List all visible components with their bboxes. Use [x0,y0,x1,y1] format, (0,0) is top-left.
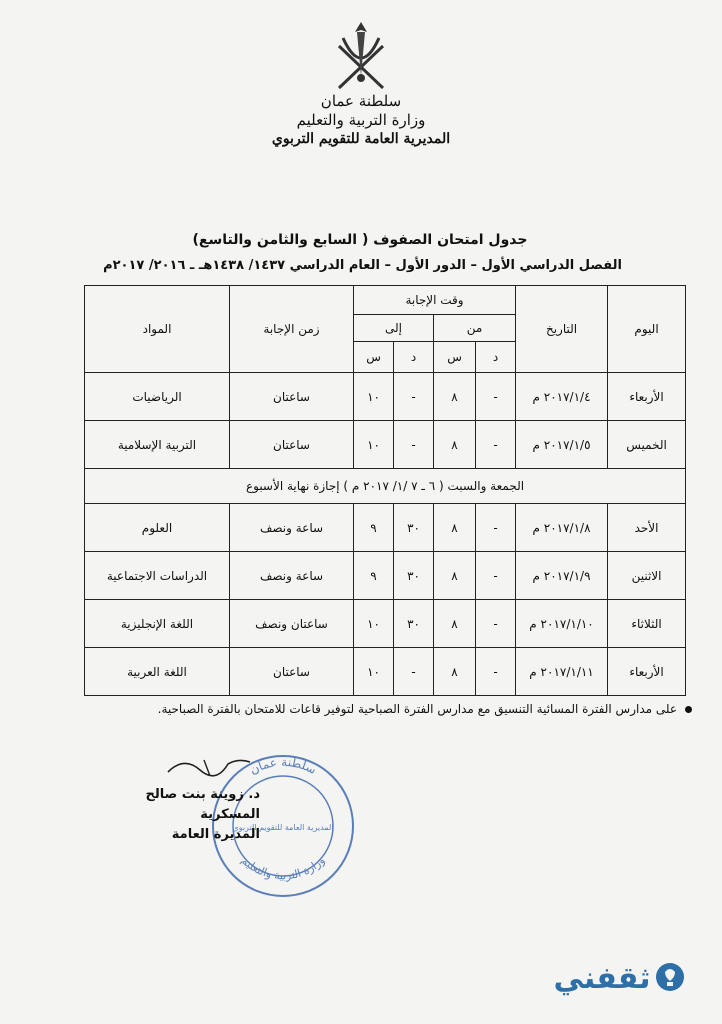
table-row [85,504,686,552]
stamp-bottom-text: وزارة التربية والتعليم [238,853,328,883]
cell-date: ٢٠١٧/١/٥ م [516,421,608,469]
footnote-text: على مدارس الفترة المسائية التنسيق مع مدارس الفترة الصباحية لتوفير قاعات للامتحان بالفترة الصباحية. [157,702,677,716]
header-block [200,92,522,149]
header-from-hours: س [434,342,476,373]
svg-text:سلطنة عمان [247,755,318,777]
signatory-role: المديرة العامة [171,827,260,842]
cell-subject: الدراسات الاجتماعية [85,552,230,600]
svg-text:وزارة التربية والتعليم [239,854,328,883]
header-answer-time: وقت الإجابة [354,286,516,315]
header-to-hours: س [354,342,394,373]
cell-subject: اللغة العربية [85,648,230,696]
header-from: من [434,315,516,342]
exam-schedule-table [84,285,686,696]
cell-to-minutes: ٣٠ [394,552,434,600]
header-from-minutes: د [476,342,516,373]
cell-duration: ساعتان [230,421,354,469]
cell-to-minutes: - [394,648,434,696]
cell-duration: ساعتان [230,373,354,421]
cell-date: ٢٠١٧/١/٩ م [516,552,608,600]
cell-from-hours: ٨ [434,600,476,648]
signatory-name: د. زوينة بنت صالح المسكرية [145,787,260,822]
table-row [85,552,686,600]
weekend-note: الجمعة والسبت ( ٦ ـ ٧ /١/ ٢٠١٧ م ) إجازة نهاية الأسبوع [85,469,686,504]
cell-subject: الرياضيات [85,373,230,421]
weekend-row [85,469,686,504]
table-row [85,600,686,648]
header-to-minutes: د [394,342,434,373]
table-row [85,373,686,421]
cell-from-minutes: - [476,504,516,552]
cell-from-minutes: - [476,421,516,469]
brand-name: ثقفني [553,961,651,996]
cell-from-hours: ٨ [434,373,476,421]
cell-to-hours: ٩ [354,552,394,600]
footnote [120,702,692,716]
stamp-top-text: سلطنة عمان [247,754,319,777]
header-date: التاريخ [516,286,608,373]
national-emblem-icon [333,18,389,96]
cell-from-hours: ٨ [434,421,476,469]
cell-from-minutes: - [476,373,516,421]
cell-day: الأحد [608,504,686,552]
header-day: اليوم [608,286,686,373]
cell-day: الأربعاء [608,373,686,421]
header-duration: زمن الإجابة [230,286,354,373]
cell-from-minutes: - [476,600,516,648]
sultanate-name: سلطنة عمان [320,92,402,110]
cell-date: ٢٠١٧/١/٤ م [516,373,608,421]
handwritten-signature [164,752,256,780]
cell-to-minutes: ٣٠ [394,600,434,648]
cell-subject: العلوم [85,504,230,552]
cell-from-minutes: - [476,648,516,696]
table-row [85,648,686,696]
cell-date: ٢٠١٧/١/٨ م [516,504,608,552]
cell-to-hours: ١٠ [354,648,394,696]
header-subjects: المواد [85,286,230,373]
cell-duration: ساعة ونصف [230,552,354,600]
cell-from-hours: ٨ [434,552,476,600]
document-title: جدول امتحان الصفوف ( السابع والثامن والتاسع) [192,232,528,248]
document-subtitle: الفصل الدراسي الأول – الدور الأول – العام الدراسي ١٤٣٧/ ١٤٣٨هـ ـ ٢٠١٦/ ٢٠١٧م [103,258,622,273]
cell-subject: التربية الإسلامية [85,421,230,469]
cell-to-hours: ١٠ [354,421,394,469]
brand-logo [548,948,688,1006]
cell-to-hours: ١٠ [354,600,394,648]
cell-to-minutes: - [394,421,434,469]
cell-duration: ساعتان ونصف [230,600,354,648]
stamp-inner-text: المديرية العامة للتقويم التربوي [232,823,334,832]
bullet-icon [685,706,692,713]
cell-date: ٢٠١٧/١/١١ م [516,648,608,696]
cell-subject: اللغة الإنجليزية [85,600,230,648]
ministry-name: وزارة التربية والتعليم [296,111,426,129]
signatory-block [110,785,260,845]
cell-day: الاثنين [608,552,686,600]
directorate-name: المديرية العامة للتقويم التربوي [271,131,451,147]
cell-day: الأربعاء [608,648,686,696]
cell-duration: ساعة ونصف [230,504,354,552]
table-row [85,421,686,469]
cell-date: ٢٠١٧/١/١٠ م [516,600,608,648]
cell-duration: ساعتان [230,648,354,696]
cell-day: الثلاثاء [608,600,686,648]
cell-to-minutes: ٣٠ [394,504,434,552]
cell-from-hours: ٨ [434,504,476,552]
cell-to-hours: ١٠ [354,373,394,421]
cell-day: الخميس [608,421,686,469]
cell-to-hours: ٩ [354,504,394,552]
cell-from-hours: ٨ [434,648,476,696]
header-to: إلى [354,315,434,342]
cell-from-minutes: - [476,552,516,600]
cell-to-minutes: - [394,373,434,421]
